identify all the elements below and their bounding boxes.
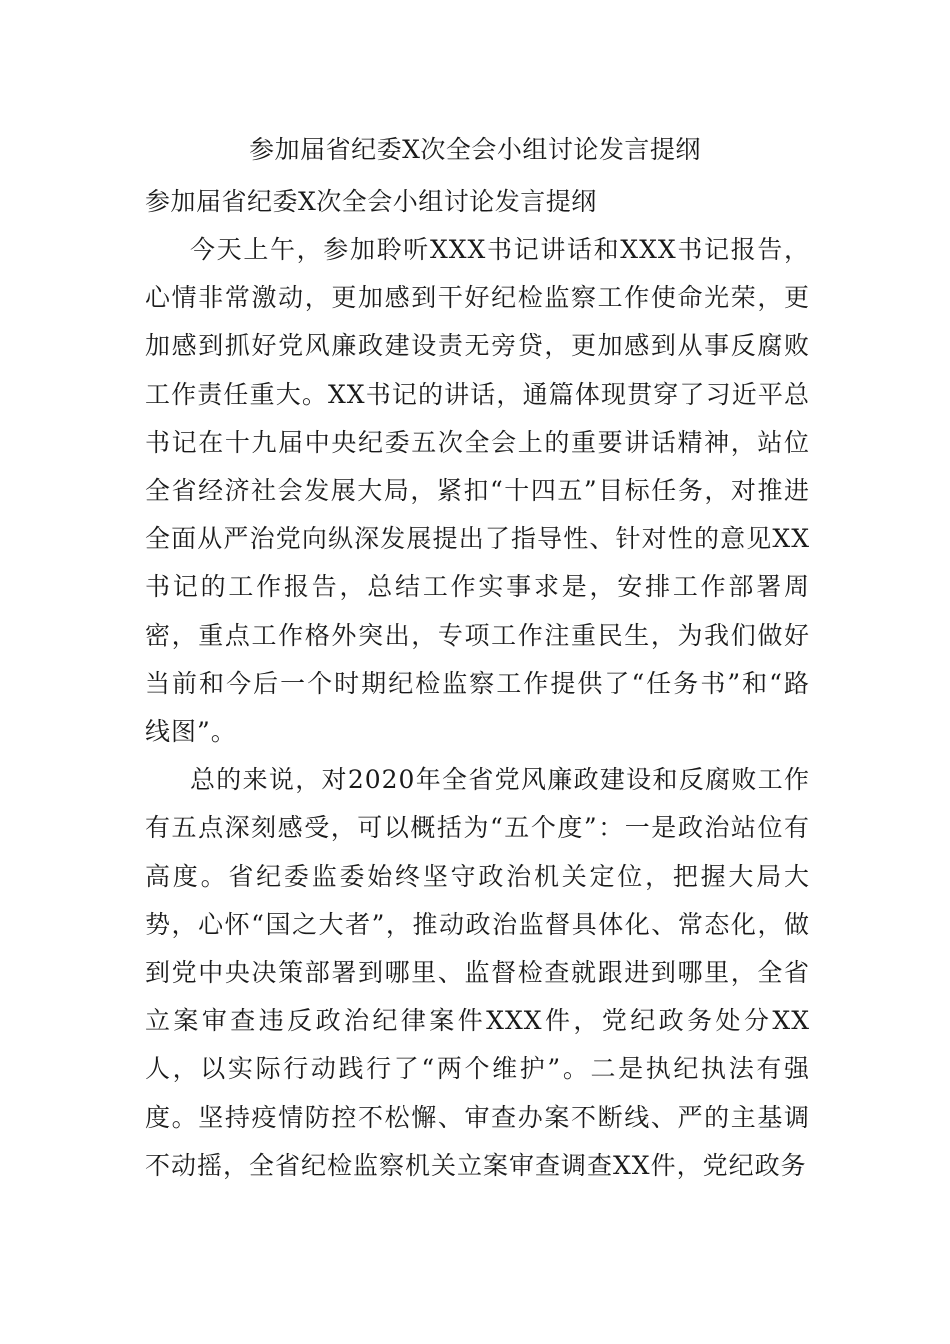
document-title: 参加届省纪委X次全会小组讨论发言提纲 bbox=[249, 135, 701, 164]
paragraph-1: 今天上午，参加聆听XXX书记讲话和XXX书记报告，心情非常激动，更加感到干好纪检监察工作使命光荣，更加感到抓好党风廉政建设责无旁贷，更加感到从事反腐败工作责任重大。XX书记的讲话，通篇体现贯穿了习近平总书记在十九届中央纪委五次全会上的重要讲话精神，站位全省经济社会发展大局，紧扣“十四五”目标任务，对推进全面从严治党向纵深发展提出了指导性、针对性的意见XX书记的工作报告，总结工作实事求是，安排工作部署周密，重点工作格外突出，专项工作注重民生，为我们做好当前和今后一个时期纪检监察工作提供了“任务书”和“路线图”。 bbox=[145, 235, 810, 747]
document-body bbox=[145, 178, 810, 1190]
paragraph-2: 总的来说，对2020年全省党风廉政建设和反腐败工作有五点深刻感受，可以概括为“五个度”：一是政治站位有高度。省纪委监委始终坚守政治机关定位，把握大局大势，心怀“国之大者”，推动政治监督具体化、常态化，做到党中央决策部署到哪里、监督检查就跟进到哪里，全省立案审查违反政治纪律案件XXX件，党纪政务处分XX人，以实际行动践行了“两个维护”。二是执纪执法有强度。坚持疫情防控不松懈、审查办案不断线、严的主基调不动摇，全省纪检监察机关立案审查调查XX件，党纪政务 bbox=[145, 765, 810, 1180]
document-subtitle: 参加届省纪委X次全会小组讨论发言提纲 bbox=[145, 187, 597, 216]
